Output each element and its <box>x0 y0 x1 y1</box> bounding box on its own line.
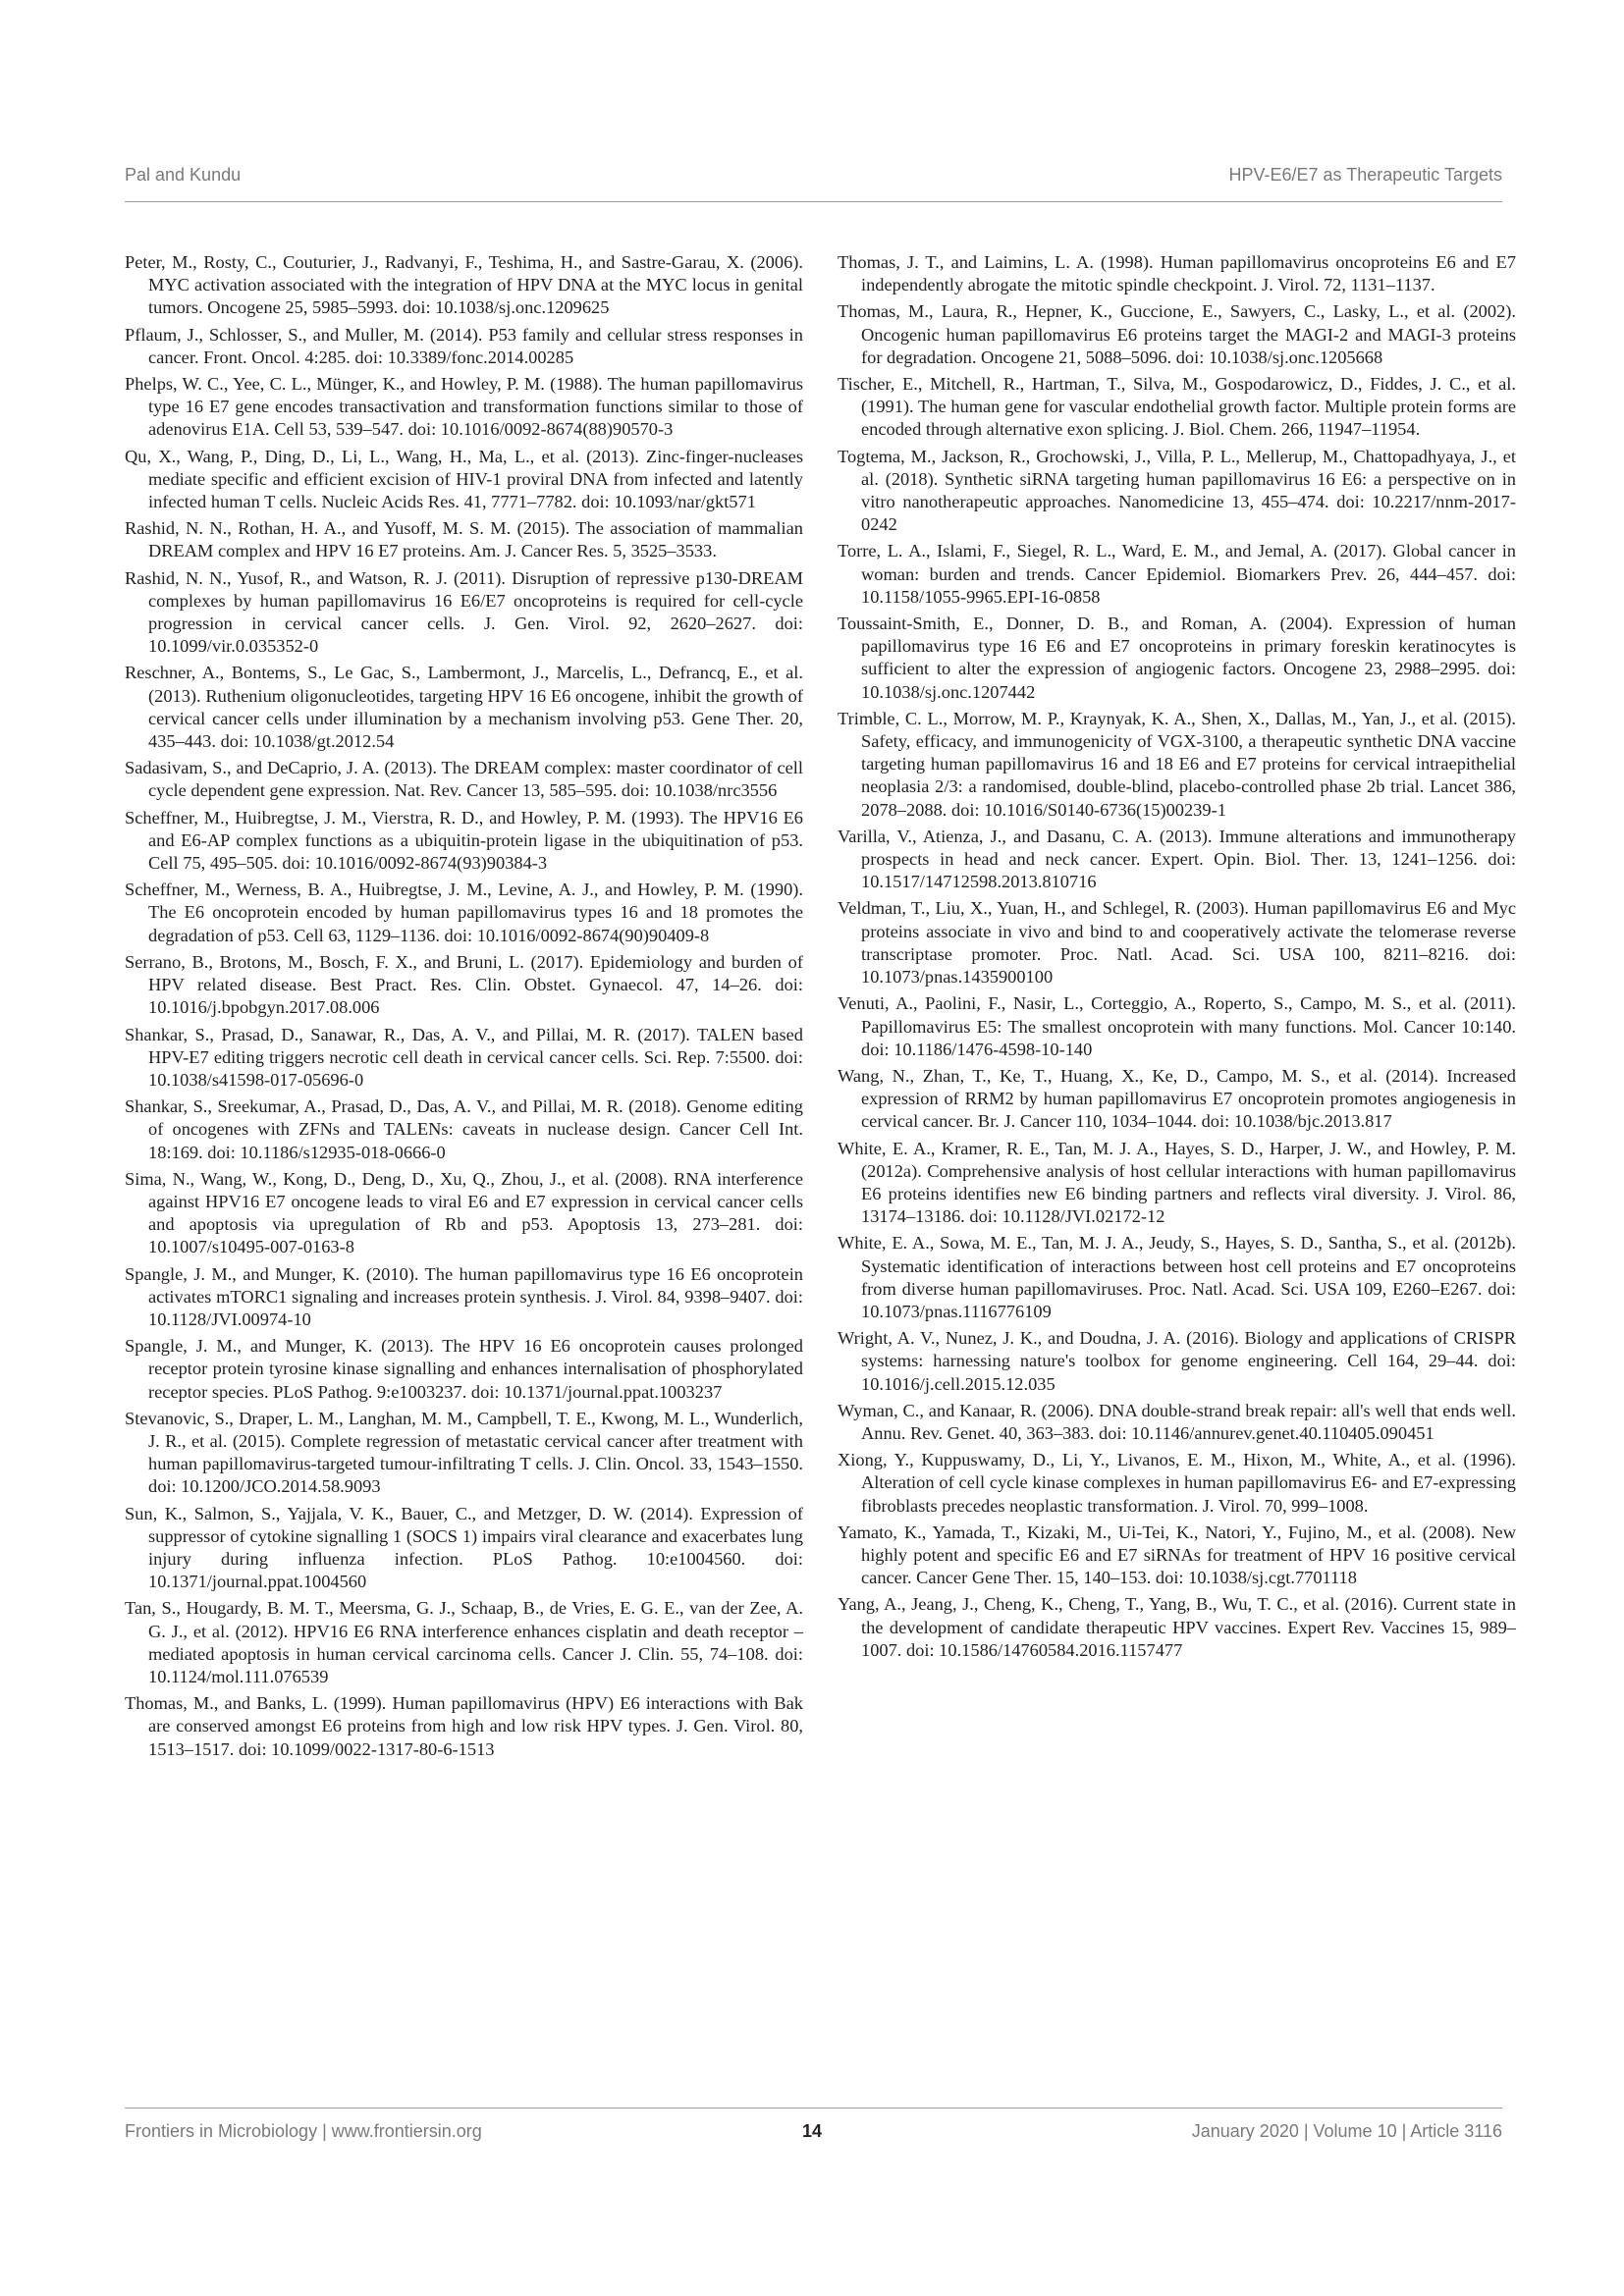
reference-entry: Peter, M., Rosty, C., Couturier, J., Radvanyi, F., Teshima, H., and Sastre-Garau, X. (2006). MYC activation associated with the integration of HPV DNA at the MYC locus in genital tumors. Oncogene 25, 5985–5993. doi: 10.1038/sj.onc.1209625 <box>125 252 803 318</box>
reference-entry: Sun, K., Salmon, S., Yajjala, V. K., Bauer, C., and Metzger, D. W. (2014). Expression of suppressor of cytokine signalling 1 (SOCS 1) impairs viral clearance and exacerbates lung injury during influenza infection. PLoS Pathog. 10:e1004560. doi: 10.1371/journal.ppat.1004560 <box>125 1503 803 1592</box>
reference-entry: Veldman, T., Liu, X., Yuan, H., and Schlegel, R. (2003). Human papillomavirus E6 and Myc proteins associate in vivo and bind to and cooperatively activate the telomerase reverse transcriptase promoter. Proc. Natl. Acad. Sci. USA 100, 8211–8216. doi: 10.1073/pnas.1435900100 <box>838 898 1516 988</box>
reference-entry: White, E. A., Kramer, R. E., Tan, M. J. A., Hayes, S. D., Harper, J. W., and Howley, P. M. (2012a). Comprehensive analysis of host cellular interactions with human papillomavirus E6 proteins identifies new E6 binding partners and reflects viral diversity. J. Virol. 86, 13174–13186. doi: 10.1128/JVI.02172-12 <box>838 1138 1516 1227</box>
reference-entry: Wyman, C., and Kanaar, R. (2006). DNA double-strand break repair: all's well that ends well. Annu. Rev. Genet. 40, 363–383. doi: 10.1146/annurev.genet.40.110405.090451 <box>838 1400 1516 1443</box>
header-rule <box>125 201 1502 202</box>
reference-entry: Xiong, Y., Kuppuswamy, D., Li, Y., Livanos, E. M., Hixon, M., White, A., et al. (1996). Alteration of cell cycle kinase complexes in human papillomavirus E6- and E7-expressing fibroblasts precedes neoplastic transformation. J. Virol. 70, 999–1008. <box>838 1450 1516 1516</box>
reference-entry: Scheffner, M., Huibregtse, J. M., Vierstra, R. D., and Howley, P. M. (1993). The HPV16 E6 and E6-AP complex functions as a ubiquitin-protein ligase in the ubiquitination of p53. Cell 75, 495–505. doi: 10.1016/0092-8674(93)90384-3 <box>125 807 803 874</box>
reference-entry: Reschner, A., Bontems, S., Le Gac, S., Lambermont, J., Marcelis, L., Defrancq, E., et al. (2013). Ruthenium oligonucleotides, targeting HPV 16 E6 oncogene, inhibit the growth of cervical cancer cells under illumination by a mechanism involving p53. Gene Ther. 20, 435–443. doi: 10.1038/gt.2012.54 <box>125 663 803 752</box>
reference-entry: Shankar, S., Sreekumar, A., Prasad, D., Das, A. V., and Pillai, M. R. (2018). Genome editing of oncogenes with ZFNs and TALENs: caveats in nuclease design. Cancer Cell Int. 18:169. doi: 10.1186/s12935-018-0666-0 <box>125 1096 803 1162</box>
reference-entry: Sima, N., Wang, W., Kong, D., Deng, D., Xu, Q., Zhou, J., et al. (2008). RNA interference against HPV16 E7 oncogene leads to viral E6 and E7 expression in cervical cancer cells and apoptosis via upregulation of Rb and p53. Apoptosis 13, 273–281. doi: 10.1007/s10495-007-0163-8 <box>125 1168 803 1257</box>
reference-entry: Venuti, A., Paolini, F., Nasir, L., Corteggio, A., Roperto, S., Campo, M. S., et al. (2011). Papillomavirus E5: The smallest oncoprotein with many functions. Mol. Cancer 10:140. doi: 10.1186/1476-4598-10-140 <box>838 993 1516 1059</box>
reference-entry: Scheffner, M., Werness, B. A., Huibregtse, J. M., Levine, A. J., and Howley, P. M. (1990). The E6 oncoprotein encoded by human papillomavirus types 16 and 18 promotes the degradation of p53. Cell 63, 1129–1136. doi: 10.1016/0092-8674(90)90409-8 <box>125 880 803 945</box>
reference-entry: Yamato, K., Yamada, T., Kizaki, M., Ui-Tei, K., Natori, Y., Fujino, M., et al. (2008). New highly potent and specific E6 and E7 siRNAs for treatment of HPV 16 positive cervical cancer. Cancer Gene Ther. 15, 140–153. doi: 10.1038/sj.cgt.7701118 <box>838 1522 1516 1588</box>
reference-entry: Toussaint-Smith, E., Donner, D. B., and Roman, A. (2004). Expression of human papillomavirus type 16 E6 and E7 oncoproteins in primary foreskin keratinocytes is sufficient to alter the expression of angiogenic factors. Oncogene 23, 2988–2995. doi: 10.1038/sj.onc.1207442 <box>838 614 1516 702</box>
reference-entry: Thomas, M., Laura, R., Hepner, K., Guccione, E., Sawyers, C., Lasky, L., et al. (2002). Oncogenic human papillomavirus E6 proteins target the MAGI-2 and MAGI-3 proteins for degradation. Oncogene 21, 5088–5096. doi: 10.1038/sj.onc.1205668 <box>838 301 1516 367</box>
footer-journal: Frontiers in Microbiology | www.frontiersin.org <box>125 2121 482 2141</box>
reference-entry: Qu, X., Wang, P., Ding, D., Li, L., Wang, H., Ma, L., et al. (2013). Zinc-finger-nucleases mediate specific and efficient excision of HIV-1 proviral DNA from infected and latently infected human T cells. Nucleic Acids Res. 41, 7771–7782. doi: 10.1093/nar/gkt571 <box>125 446 803 512</box>
reference-entry: Pflaum, J., Schlosser, S., and Muller, M. (2014). P53 family and cellular stress responses in cancer. Front. Oncol. 4:285. doi: 10.3389/fonc.2014.00285 <box>125 324 803 367</box>
reference-entry: Wang, N., Zhan, T., Ke, T., Huang, X., Ke, D., Campo, M. S., et al. (2014). Increased expression of RRM2 by human papillomavirus E7 oncoprotein promotes angiogenesis in cervical cancer. Br. J. Cancer 110, 1034–1044. doi: 10.1038/bjc.2013.817 <box>838 1065 1516 1132</box>
reference-entry: Thomas, M., and Banks, L. (1999). Human papillomavirus (HPV) E6 interactions with Bak are conserved amongst E6 proteins from high and low risk HPV types. J. Gen. Virol. 80, 1513–1517. doi: 10.1099/0022-1317-80-6-1513 <box>125 1693 803 1759</box>
reference-entry: Rashid, N. N., Rothan, H. A., and Yusoff, M. S. M. (2015). The association of mammalian DREAM complex and HPV 16 E7 proteins. Am. J. Cancer Res. 5, 3525–3533. <box>125 518 803 561</box>
reference-entry: White, E. A., Sowa, M. E., Tan, M. J. A., Jeudy, S., Hayes, S. D., Santha, S., et al. (2012b). Systematic identification of interactions between host cell proteins and E7 oncoproteins from diverse human papillomaviruses. Proc. Natl. Acad. Sci. USA 109, E260–E267. doi: 10.1073/pnas.1116776109 <box>838 1233 1516 1321</box>
reference-entry: Sadasivam, S., and DeCaprio, J. A. (2013). The DREAM complex: master coordinator of cell cycle dependent gene expression. Nat. Rev. Cancer 13, 585–595. doi: 10.1038/nrc3556 <box>125 758 803 801</box>
reference-entry: Varilla, V., Atienza, J., and Dasanu, C. A. (2013). Immune alterations and immunotherapy prospects in head and neck cancer. Expert. Opin. Biol. Ther. 13, 1241–1256. doi: 10.1517/14712598.2013.810716 <box>838 826 1516 892</box>
reference-entry: Togtema, M., Jackson, R., Grochowski, J., Villa, P. L., Mellerup, M., Chattopadhyaya, J., et al. (2018). Synthetic siRNA targeting human papillomavirus 16 E6: a perspective on in vitro nanotherapeutic approaches. Nanomedicine 13, 455–474. doi: 10.2217/nnm-2017-0242 <box>838 446 1516 535</box>
reference-entry: Wright, A. V., Nunez, J. K., and Doudna, J. A. (2016). Biology and applications of CRISPR systems: harnessing nature's toolbox for genome engineering. Cell 164, 29–44. doi: 10.1016/j.cell.2015.12.035 <box>838 1328 1516 1394</box>
reference-entry: Yang, A., Jeang, J., Cheng, K., Cheng, T., Yang, B., Wu, T. C., et al. (2016). Current state in the development of candidate therapeutic HPV vaccines. Expert Rev. Vaccines 15, 989–1007. doi: 10.1586/14760584.2016.1157477 <box>838 1594 1516 1660</box>
page-number: 14 <box>801 2121 823 2141</box>
references-column-right <box>838 251 1516 1666</box>
reference-entry: Shankar, S., Prasad, D., Sanawar, R., Das, A. V., and Pillai, M. R. (2017). TALEN based HPV-E7 editing triggers necrotic cell death in cervical cancer cells. Sci. Rep. 7:5500. doi: 10.1038/s41598-017-05696-0 <box>125 1024 803 1090</box>
reference-entry: Phelps, W. C., Yee, C. L., Münger, K., and Howley, P. M. (1988). The human papillomavirus type 16 E7 gene encodes transactivation and transformation functions similar to those of adenovirus E1A. Cell 53, 539–547. doi: 10.1016/0092-8674(88)90570-3 <box>125 374 803 440</box>
reference-entry: Tan, S., Hougardy, B. M. T., Meersma, G. J., Schaap, B., de Vries, E. G. E., van der Zee, A. G. J., et al. (2012). HPV16 E6 RNA interference enhances cisplatin and death receptor –mediated apoptosis in human cervical carcinoma cells. Cancer J. Clin. 55, 74–108. doi: 10.1124/mol.111.076539 <box>125 1598 803 1686</box>
reference-entry: Stevanovic, S., Draper, L. M., Langhan, M. M., Campbell, T. E., Kwong, M. L., Wunderlich, J. R., et al. (2015). Complete regression of metastatic cervical cancer after treatment with human papillomavirus-targeted tumour-infiltrating T cells. J. Clin. Oncol. 33, 1543–1550. doi: 10.1200/JCO.2014.58.9093 <box>125 1408 803 1497</box>
running-header-authors: Pal and Kundu <box>125 165 242 185</box>
reference-entry: Trimble, C. L., Morrow, M. P., Kraynyak, K. A., Shen, X., Dallas, M., Yan, J., et al. (2015). Safety, efficacy, and immunogenicity of VGX-3100, a therapeutic synthetic DNA vaccine targeting human papillomavirus 16 and 18 E6 and E7 proteins for cervical intraepithelial neoplasia 2/3: a randomised, double-blind, placebo-controlled phase 2b trial. Lancet 386, 2078–2088. doi: 10.1016/S0140-6736(15)00239-1 <box>838 708 1516 820</box>
reference-entry: Serrano, B., Brotons, M., Bosch, F. X., and Bruni, L. (2017). Epidemiology and burden of HPV related disease. Best Pract. Res. Clin. Obstet. Gynaecol. 47, 14–26. doi: 10.1016/j.bpobgyn.2017.08.006 <box>125 951 803 1018</box>
footer-rule <box>125 2108 1502 2109</box>
reference-entry: Rashid, N. N., Yusof, R., and Watson, R. J. (2011). Disruption of repressive p130-DREAM complexes by human papillomavirus 16 E6/E7 oncoproteins is required for cell-cycle progression in cervical cancer cells. J. Gen. Virol. 92, 2620–2627. doi: 10.1099/vir.0.035352-0 <box>125 567 803 657</box>
footer-issue: January 2020 | Volume 10 | Article 3116 <box>1191 2121 1502 2141</box>
reference-entry: Spangle, J. M., and Munger, K. (2013). The HPV 16 E6 oncoprotein causes prolonged receptor protein tyrosine kinase signalling and enhances internalisation of phosphorylated receptor species. PLoS Pathog. 9:e1003237. doi: 10.1371/journal.ppat.1003237 <box>125 1336 803 1402</box>
reference-entry: Thomas, J. T., and Laimins, L. A. (1998). Human papillomavirus oncoproteins E6 and E7 independently abrogate the mitotic spindle checkpoint. J. Virol. 72, 1131–1137. <box>838 252 1516 295</box>
references-column-left <box>125 251 803 1765</box>
reference-entry: Spangle, J. M., and Munger, K. (2010). The human papillomavirus type 16 E6 oncoprotein activates mTORC1 signaling and increases protein synthesis. J. Virol. 84, 9398–9407. doi: 10.1128/JVI.00974-10 <box>125 1263 803 1329</box>
running-header-title: HPV-E6/E7 as Therapeutic Targets <box>1228 165 1502 185</box>
reference-entry: Torre, L. A., Islami, F., Siegel, R. L., Ward, E. M., and Jemal, A. (2017). Global cancer in woman: burden and trends. Cancer Epidemiol. Biomarkers Prev. 26, 444–457. doi: 10.1158/1055-9965.EPI-16-0858 <box>838 541 1516 607</box>
reference-entry: Tischer, E., Mitchell, R., Hartman, T., Silva, M., Gospodarowicz, D., Fiddes, J. C., et al. (1991). The human gene for vascular endothelial growth factor. Multiple protein forms are encoded through alternative exon splicing. J. Biol. Chem. 266, 11947–11954. <box>838 374 1516 440</box>
